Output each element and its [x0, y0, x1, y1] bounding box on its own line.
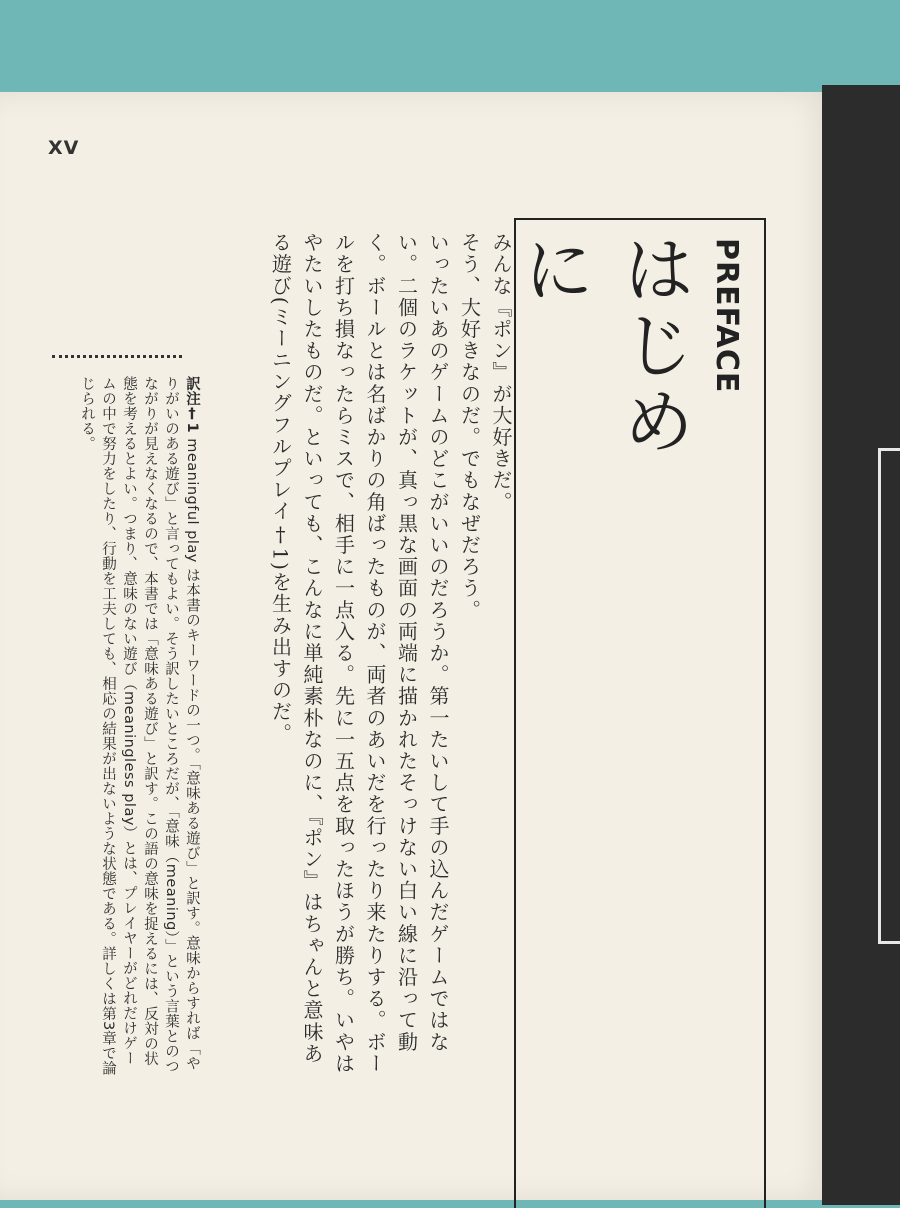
translator-note	[52, 376, 202, 1076]
chapter-title: はじめに	[511, 232, 695, 460]
note-divider	[52, 355, 182, 358]
paragraph-1: みんな『ポン』が大好きだ。	[489, 232, 513, 513]
note-text: meaningful play は本書のキーワードの一つ。「意味ある遊び」と訳す。意味からすれば「やりがいのある遊び」と言ってもよい。そう訳したいところだが、「意味（meaning）」という言葉とのつながりが見えなくなるので、本書では「意味ある遊び」と訳す。この語の意味を捉えるには、反対の状態を考えるとよい。つまり、意味のない遊び（meaningless play）とは、プレイヤーがどれだけゲームの中で努力をしたり、行動を工夫しても、相応の結果が出ないような状態である。詳しくは第3章で論じられる。	[79, 376, 200, 1076]
paragraph-2: そう、大好きなのだ。でもなぜだろう。	[457, 232, 482, 621]
body-text	[226, 232, 516, 1082]
note-label: 訳注†1	[184, 376, 200, 434]
facing-page-frame	[878, 448, 900, 944]
chapter-label: PREFACE	[709, 238, 744, 394]
paragraph-3: いったいあのゲームのどこがいいのだろうか。第一たいして手の込んだゲームではない。二個のラケットが、真っ黒な画面の両端に描かれたそっけない白い線に沿って動く。ボールとは名ばかりの角ばったものが、両者のあいだを行ったり来たりする。ボールを打ち損なったらミスで、相手に一点入る。先に一五点を取ったほうが勝ち。いやはやたいしたものだ。といっても、こんなに単純素朴なのに、『ポン』はちゃんと意味ある遊び(ミーニングフルプレイ†1)を生み出すのだ。	[268, 232, 450, 1075]
page-number: XV	[48, 137, 80, 159]
